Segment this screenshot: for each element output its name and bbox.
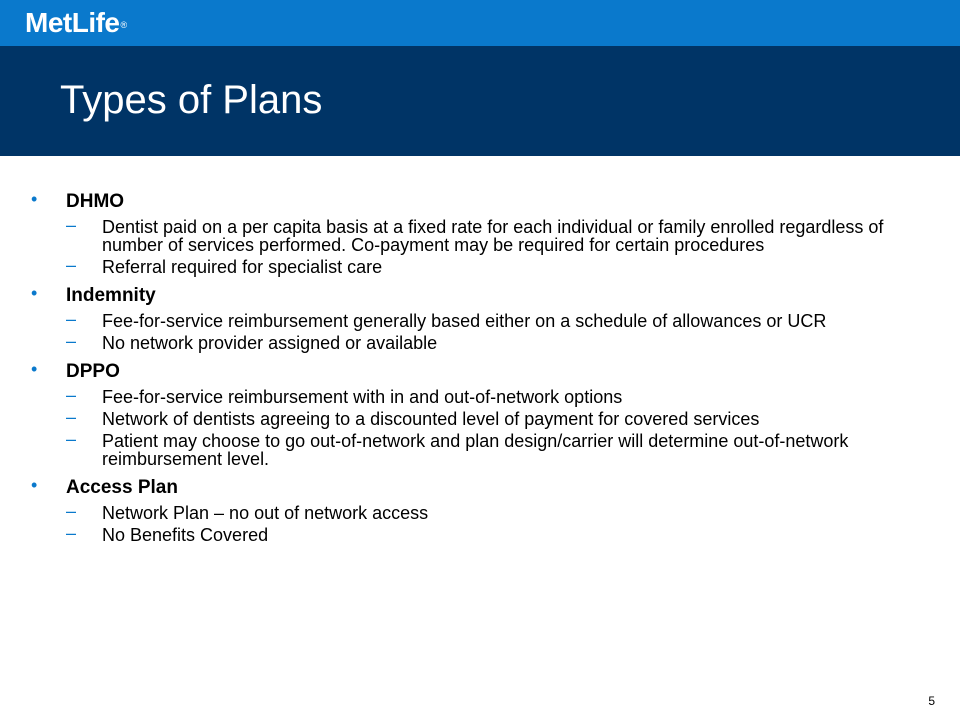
dash-icon: – bbox=[66, 309, 77, 329]
dash-icon: – bbox=[66, 429, 77, 449]
content-area bbox=[0, 188, 960, 544]
dash-icon: – bbox=[66, 215, 77, 235]
list-item-text: Referral required for specialist care bbox=[102, 257, 383, 277]
section-heading: DHMO bbox=[66, 191, 125, 212]
list-item bbox=[66, 407, 900, 429]
dash-icon: – bbox=[66, 255, 77, 275]
section-heading: Indemnity bbox=[66, 285, 156, 306]
list-item-text: Dentist paid on a per capita basis at a fixed rate for each individual or family enrolled regardless of number of services performed. Co-payment may be required for certain procedures bbox=[102, 217, 884, 255]
section-heading: DPPO bbox=[66, 361, 120, 382]
list-item-text: No network provider assigned or available bbox=[102, 333, 438, 353]
list-item bbox=[66, 255, 900, 277]
section-heading: Access Plan bbox=[66, 477, 178, 498]
list-item-text: Fee-for-service reimbursement generally based either on a schedule of allowances or UCR bbox=[102, 311, 827, 331]
list-item-text: Patient may choose to go out-of-network and plan design/carrier will determine out-of-network reimbursement level. bbox=[102, 431, 849, 469]
dash-icon: – bbox=[66, 523, 77, 543]
metlife-logo bbox=[25, 7, 126, 39]
registered-mark: ® bbox=[120, 20, 127, 30]
bullet-icon: • bbox=[31, 189, 38, 209]
list-item bbox=[66, 215, 900, 255]
section-dhmo bbox=[0, 188, 960, 276]
bullet-icon: • bbox=[31, 475, 38, 495]
dash-icon: – bbox=[66, 385, 77, 405]
list-item bbox=[66, 309, 900, 331]
section-indemnity bbox=[0, 282, 960, 352]
dash-icon: – bbox=[66, 331, 77, 351]
list-item-text: No Benefits Covered bbox=[102, 525, 269, 545]
section-access-plan bbox=[0, 474, 960, 544]
list-item bbox=[66, 501, 900, 523]
logo-bar bbox=[0, 0, 960, 46]
list-item-text: Network Plan – no out of network access bbox=[102, 503, 429, 523]
page-number: 5 bbox=[928, 694, 935, 708]
list-item bbox=[66, 523, 900, 545]
list-item bbox=[66, 331, 900, 353]
list-item-text: Network of dentists agreeing to a discounted level of payment for covered services bbox=[102, 409, 760, 429]
dash-icon: – bbox=[66, 407, 77, 427]
page-title: Types of Plans bbox=[60, 78, 323, 122]
list-item bbox=[66, 385, 900, 407]
logo-text: MetLife bbox=[25, 7, 120, 38]
bullet-icon: • bbox=[31, 359, 38, 379]
list-item-text: Fee-for-service reimbursement with in and out-of-network options bbox=[102, 387, 623, 407]
section-dppo bbox=[0, 358, 960, 468]
bullet-icon: • bbox=[31, 283, 38, 303]
dash-icon: – bbox=[66, 501, 77, 521]
list-item bbox=[66, 429, 900, 469]
